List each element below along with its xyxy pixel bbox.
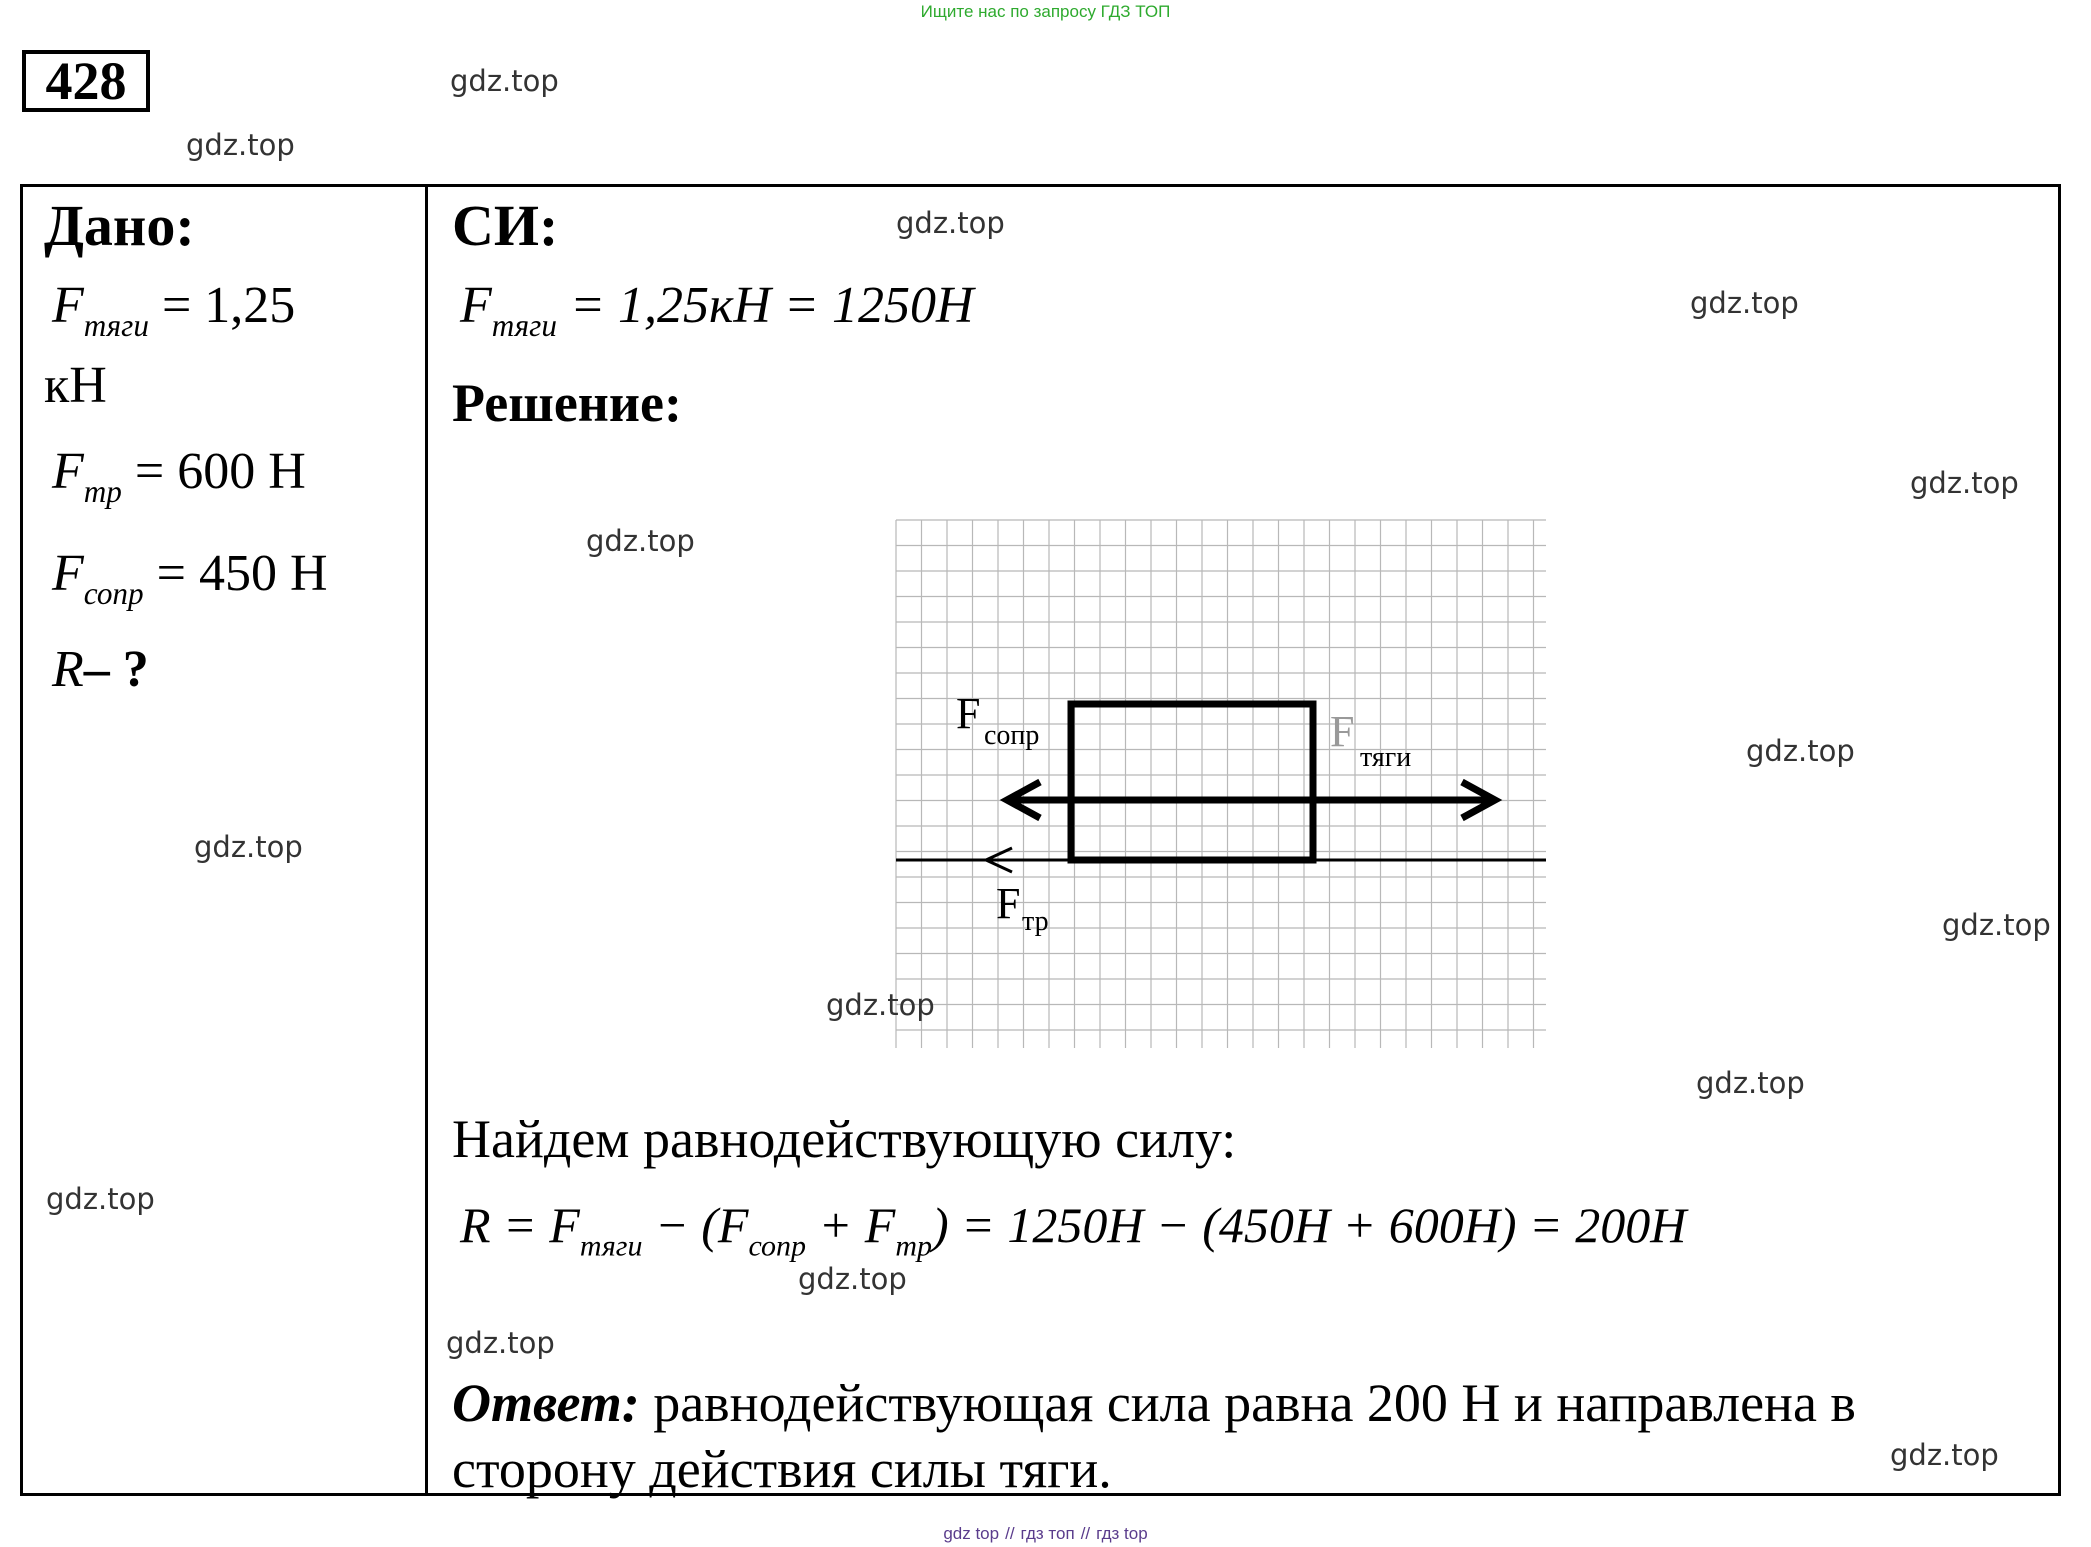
- given-resistance-force: [52, 544, 328, 612]
- si-heading: СИ:: [452, 193, 559, 258]
- bottom-banner-b: гдз топ: [1020, 1524, 1075, 1543]
- watermark: gdz.top: [46, 1182, 155, 1216]
- result-r: R = F: [460, 1197, 580, 1253]
- watermark: gdz.top: [186, 128, 295, 162]
- answer-label: Ответ:: [452, 1373, 640, 1433]
- friction-subscript: тр: [83, 474, 122, 510]
- result-sub-friction: тр: [895, 1229, 932, 1263]
- result-mid: − (F: [642, 1197, 749, 1253]
- resistance-symbol: F: [52, 545, 84, 602]
- solution-heading: Решение:: [452, 373, 682, 433]
- friction-value: = 600 Н: [134, 443, 306, 500]
- find-text: Найдем равнодействующую силу:: [452, 1109, 1237, 1169]
- watermark: gdz.top: [896, 206, 1005, 240]
- thrust-symbol: F: [52, 277, 84, 334]
- watermark: gdz.top: [446, 1326, 555, 1360]
- watermark: gdz.top: [586, 524, 695, 558]
- given-heading: Дано:: [44, 193, 195, 258]
- watermark: gdz.top: [1696, 1066, 1805, 1100]
- watermark: gdz.top: [1746, 734, 1855, 768]
- force-diagram: [890, 518, 1556, 1078]
- bottom-banner-c: гдз top: [1096, 1524, 1148, 1543]
- thrust-label: F: [1330, 707, 1355, 756]
- result-sub-resist: сопр: [748, 1229, 807, 1263]
- bottom-banner-a: gdz top: [943, 1524, 1000, 1543]
- given-unknown: [52, 640, 149, 699]
- given-friction-force: [52, 442, 306, 510]
- problem-number: 428: [22, 50, 150, 112]
- resistance-value: = 450 Н: [156, 545, 328, 602]
- answer-line-2: сторону действия силы тяги.: [452, 1439, 1112, 1499]
- watermark: gdz.top: [826, 988, 935, 1022]
- body-rectangle: [1071, 704, 1313, 860]
- watermark: gdz.top: [1910, 466, 2019, 500]
- resistance-label: F: [956, 689, 981, 738]
- bottom-banner: [0, 1524, 2091, 1544]
- column-divider: [425, 184, 428, 1496]
- watermark: gdz.top: [798, 1262, 907, 1296]
- result-sub-thrust: тяги: [579, 1229, 643, 1263]
- given-thrust-force: [52, 276, 295, 344]
- graph-paper-grid: [896, 520, 1546, 1048]
- result-plus: + F: [806, 1197, 896, 1253]
- answer-line-1: [452, 1372, 1856, 1434]
- watermark: gdz.top: [1942, 908, 2051, 942]
- watermark: gdz.top: [450, 64, 559, 98]
- result-formula: [460, 1196, 1686, 1264]
- bottom-banner-sep: //: [1080, 1524, 1091, 1543]
- friction-label: F: [996, 879, 1021, 928]
- top-banner: Ищите нас по запросу ГДЗ ТОП: [920, 2, 1171, 21]
- thrust-value: = 1,25: [161, 277, 296, 334]
- thrust-label-sub: тяги: [1360, 742, 1412, 773]
- resistance-label-sub: сопр: [984, 720, 1040, 751]
- si-conversion: [460, 276, 974, 344]
- resistance-subscript: сопр: [83, 576, 144, 612]
- si-symbol: F: [460, 277, 492, 334]
- bottom-banner-sep: //: [1005, 1524, 1015, 1543]
- result-rest: ) = 1250Н − (450Н + 600Н) = 200Н: [932, 1197, 1687, 1253]
- watermark: gdz.top: [194, 830, 303, 864]
- friction-label-sub: тр: [1022, 906, 1049, 937]
- given-thrust-unit: кН: [44, 357, 107, 414]
- watermark: gdz.top: [1890, 1438, 1999, 1472]
- unknown-question: – ?: [83, 641, 149, 698]
- si-subscript: тяги: [491, 308, 557, 344]
- watermark: gdz.top: [1690, 286, 1799, 320]
- thrust-subscript: тяги: [83, 308, 149, 344]
- unknown-symbol: R: [52, 641, 84, 698]
- friction-symbol: F: [52, 443, 84, 500]
- si-rest: = 1,25кН = 1250Н: [569, 277, 974, 334]
- answer-text-1: равнодействующая сила равна 200 Н и направлена в: [639, 1373, 1856, 1433]
